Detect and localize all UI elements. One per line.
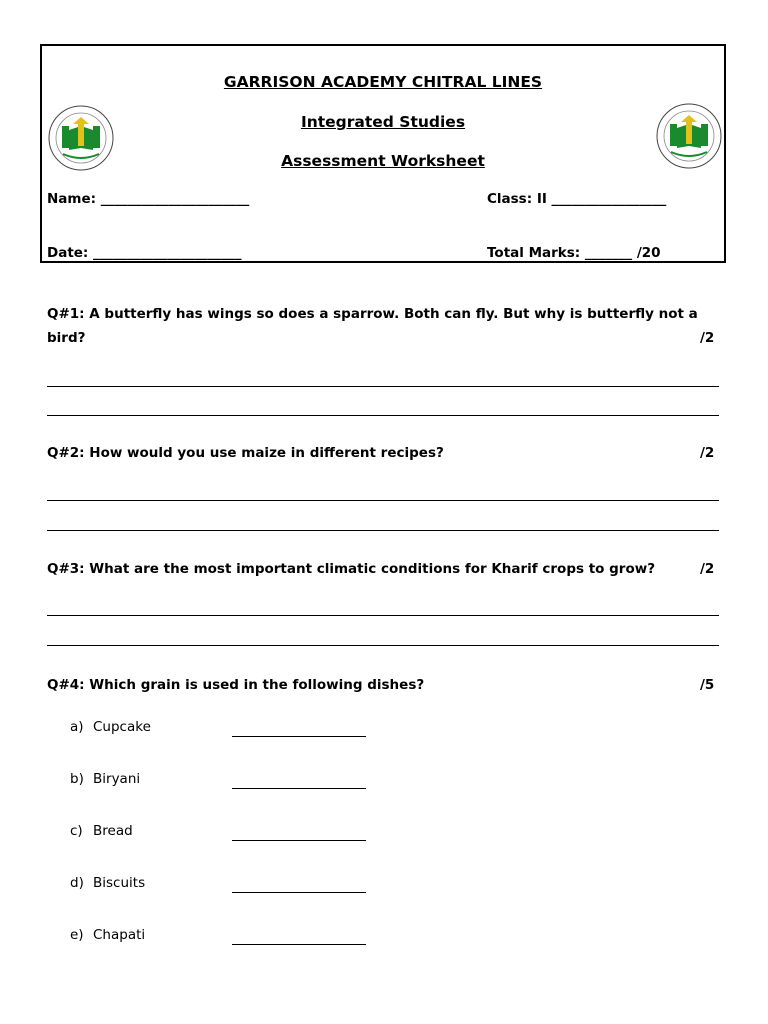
question-4 [47,673,424,697]
class-field[interactable]: Class: II _________________ [487,191,667,207]
header-box [40,44,726,263]
question-4-text: Q#4: Which grain is used in the following dishes? [47,677,425,693]
item-letter: b) [70,771,84,787]
answer-line[interactable] [47,645,719,646]
item-letter: c) [70,823,83,839]
answer-blank[interactable] [232,892,366,893]
answer-line[interactable] [47,615,719,616]
question-2 [47,441,444,465]
item-text: Cupcake [93,719,151,735]
answer-line[interactable] [47,500,719,501]
school-logo-left [47,104,115,172]
question-3 [47,557,655,581]
answer-line[interactable] [47,386,719,387]
question-1-line2: bird? [47,330,86,346]
total-marks-field[interactable]: Total Marks: _______ /20 [487,245,661,261]
school-title: GARRISON ACADEMY CHITRAL LINES [223,73,543,91]
item-text: Bread [93,823,133,839]
item-text: Chapati [93,927,146,943]
name-field[interactable]: Name: ______________________ [47,191,250,207]
answer-blank[interactable] [232,788,366,789]
date-field[interactable]: Date: ______________________ [47,245,242,261]
question-3-marks: /2 [700,561,715,577]
answer-blank[interactable] [232,840,366,841]
question-1 [47,302,698,350]
item-letter: d) [70,875,84,891]
subject-title: Integrated Studies [300,113,466,131]
list-item [70,927,145,943]
list-item [70,823,133,839]
answer-line[interactable] [47,415,719,416]
school-logo-right [655,102,723,170]
answer-blank[interactable] [232,944,366,945]
answer-blank[interactable] [232,736,366,737]
question-2-text: Q#2: How would you use maize in different recipes? [47,445,444,461]
item-letter: e) [70,927,84,943]
question-1-marks: /2 [700,330,715,346]
question-1-line1: Q#1: A butterfly has wings so does a sparrow. Both can fly. But why is butterfly not a [47,306,698,322]
list-item [70,771,140,787]
question-2-marks: /2 [700,445,715,461]
question-4-marks: /5 [700,677,715,693]
list-item [70,719,151,735]
worksheet-title: Assessment Worksheet [281,152,485,170]
item-text: Biryani [93,771,141,787]
question-3-text: Q#3: What are the most important climatic conditions for Kharif crops to grow? [47,561,656,577]
answer-line[interactable] [47,530,719,531]
item-text: Biscuits [93,875,146,891]
list-item [70,875,145,891]
item-letter: a) [70,719,84,735]
